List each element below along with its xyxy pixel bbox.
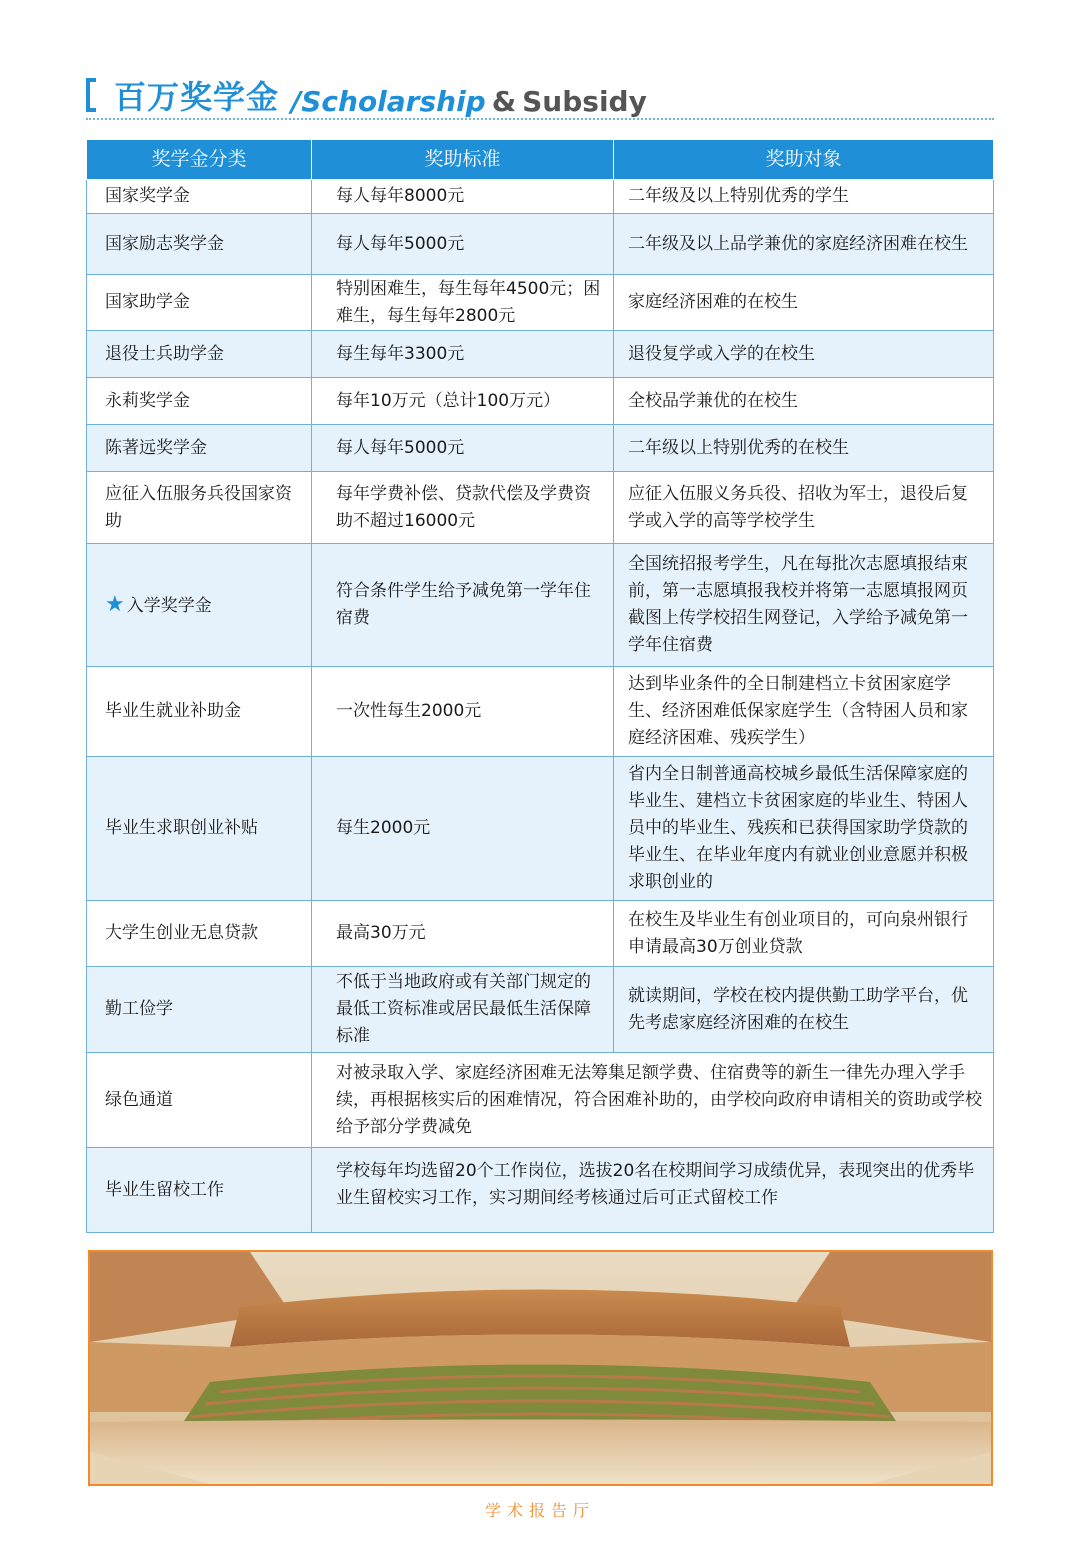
cell-standard: 每年学费补偿、贷款代偿及学费资助不超过16000元 [312,472,614,544]
cell-standard: 特别困难生，每生每年4500元；困难生，每生每年2800元 [312,275,614,331]
table-row [87,275,994,331]
title-english-amp: & [491,85,517,118]
table-row [87,331,994,378]
cell-category: 退役士兵助学金 [87,331,312,378]
photo-caption: 学术报告厅 [484,1501,595,1520]
cell-category: 毕业生求职创业补贴 [87,757,312,901]
table-row [87,1148,994,1233]
table-row [87,667,994,757]
table-row [87,967,994,1053]
table-row [87,757,994,901]
cell-target: 家庭经济困难的在校生 [614,275,994,331]
cell-category: 毕业生就业补助金 [87,667,312,757]
cell-standard: 一次性每生2000元 [312,667,614,757]
title-chinese: 百万奖学金 [114,78,280,116]
cell-category: 勤工俭学 [87,967,312,1053]
table-header-row [87,140,994,180]
cell-target: 全校品学兼优的在校生 [614,378,994,425]
title-english-part2: Subsidy [522,85,647,118]
title-english [291,85,647,118]
cell-target: 应征入伍服义务兵役、招收为军士，退役后复学或入学的高等学校学生 [614,472,994,544]
table-row [87,425,994,472]
table-row [87,544,994,667]
cell-target: 达到毕业条件的全日制建档立卡贫困家庭学生、经济困难低保家庭学生（含特困人员和家庭经济困难、残疾学生） [614,667,994,757]
cell-standard: 每人每年5000元 [312,214,614,275]
cell-standard: 每年10万元（总计100万元） [312,378,614,425]
star-icon: ★ [105,591,125,617]
auditorium-illustration [90,1252,991,1484]
table-row [87,180,994,214]
cell-category: 绿色通道 [87,1053,312,1148]
cell-category: 国家奖学金 [87,180,312,214]
cell-category: 大学生创业无息贷款 [87,901,312,967]
table-row [87,1053,994,1148]
cell-category: 陈著远奖学金 [87,425,312,472]
table-row [87,214,994,275]
cell-target: 二年级以上特别优秀的在校生 [614,425,994,472]
cell-target: 二年级及以上品学兼优的家庭经济困难在校生 [614,214,994,275]
cell-target: 退役复学或入学的在校生 [614,331,994,378]
cell-target: 省内全日制普通高校城乡最低生活保障家庭的毕业生、建档立卡贫困家庭的毕业生、特困人员中的毕业生、残疾和已获得国家助学贷款的毕业生、在毕业年度内有就业创业意愿并积极求职创业的 [614,757,994,901]
scholarship-table [86,139,994,1233]
table-row [87,901,994,967]
auditorium-photo [88,1250,993,1486]
cell-target: 全国统招报考学生，凡在每批次志愿填报结束前，第一志愿填报我校并将第一志愿填报网页截图上传学校招生网登记，入学给予减免第一学年住宿费 [614,544,994,667]
cell-category: 应征入伍服务兵役国家资助 [87,472,312,544]
cell-category [87,544,312,667]
cell-category: 国家励志奖学金 [87,214,312,275]
header-standard: 奖助标准 [312,140,614,180]
title-english-part1: /Scholarship [291,85,486,118]
cell-category: 毕业生留校工作 [87,1148,312,1233]
cell-category-label: 入学奖学金 [126,595,212,616]
cell-category: 国家助学金 [87,275,312,331]
header-category: 奖学金分类 [87,140,312,180]
cell-standard: 不低于当地政府或有关部门规定的最低工资标准或居民最低生活保障标准 [312,967,614,1053]
cell-target: 就读期间，学校在校内提供勤工助学平台，优先考虑家庭经济困难的在校生 [614,967,994,1053]
cell-merged: 学校每年均选留20个工作岗位，选拔20名在校期间学习成绩优异，表现突出的优秀毕业生留校实习工作，实习期间经考核通过后可正式留校工作 [312,1148,994,1233]
floor [90,1420,991,1485]
cell-target: 在校生及毕业生有创业项目的，可向泉州银行申请最高30万创业贷款 [614,901,994,967]
dotted-divider [86,118,994,120]
cell-standard: 每生每年3300元 [312,331,614,378]
cell-standard: 每人每年8000元 [312,180,614,214]
cell-standard: 最高30万元 [312,901,614,967]
header-target: 奖助对象 [614,140,994,180]
cell-standard: 每人每年5000元 [312,425,614,472]
table-row [87,378,994,425]
cell-standard: 符合条件学生给予减免第一学年住宿费 [312,544,614,667]
cell-target: 二年级及以上特别优秀的学生 [614,180,994,214]
bracket-ornament [86,78,96,112]
cell-category: 永莉奖学金 [87,378,312,425]
cell-standard: 每生2000元 [312,757,614,901]
cell-merged: 对被录取入学、家庭经济困难无法筹集足额学费、住宿费等的新生一律先办理入学手续，再根据核实后的困难情况，符合困难补助的，由学校向政府申请相关的资助或学校给予部分学费减免 [312,1053,994,1148]
section-header [86,72,994,118]
table-row [87,472,994,544]
